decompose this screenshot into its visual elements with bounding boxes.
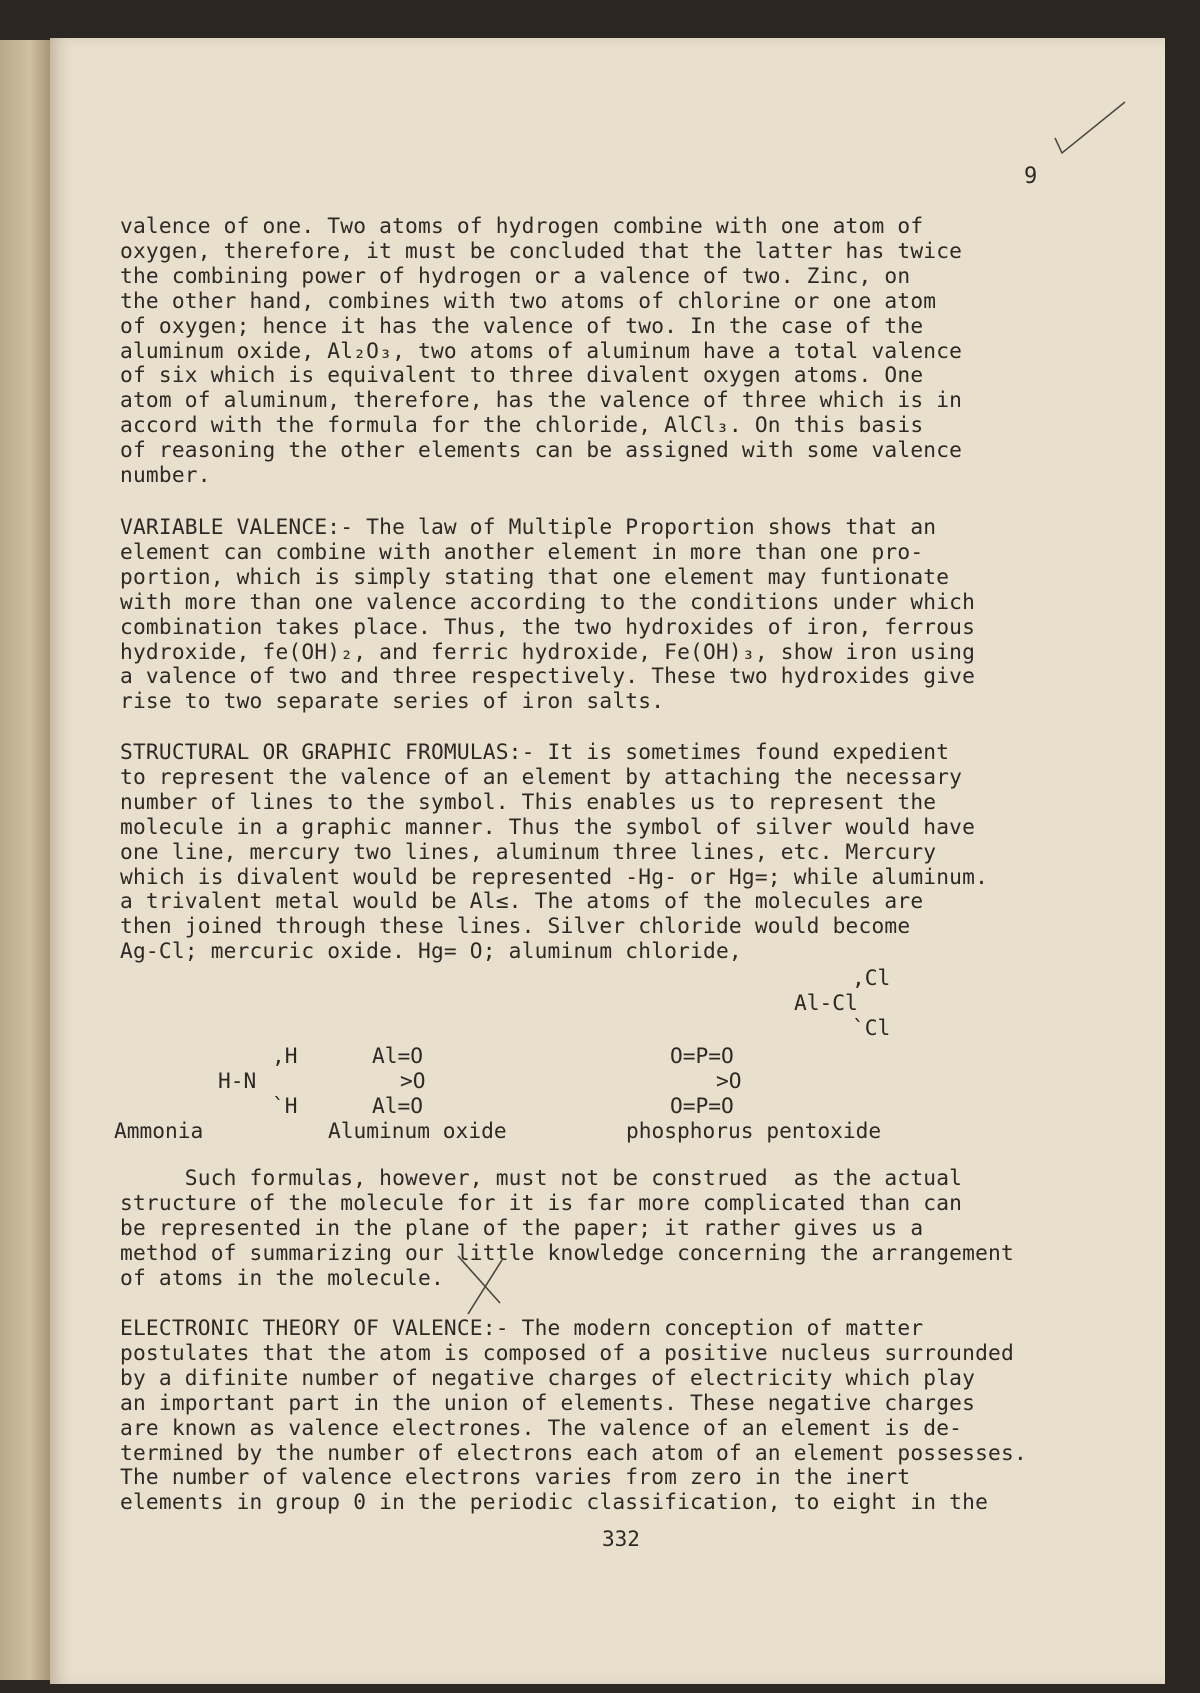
document-page xyxy=(50,38,1165,1684)
ammonia-line-3: `H xyxy=(272,1093,298,1118)
phosphorus-pentoxide-line-3: O=P=O xyxy=(670,1093,734,1118)
aluminum-oxide-line-1: Al=O xyxy=(372,1043,424,1068)
footer-page-number: 332 xyxy=(602,1527,640,1551)
pencil-checkmark-icon xyxy=(1050,98,1130,158)
aluminum-oxide-label: Aluminum oxide xyxy=(328,1118,507,1143)
structural-formulas-paragraph: STRUCTURAL OR GRAPHIC FROMULAS:- It is sometimes found expedient to represent the valence of an element by attaching the necessary number of lines to the symbol. This enables us to represent the molecule in a graphic manner. Thus the symbol of silver would have one line, mercury two lines, aluminum three lines, etc. Mercury which is divalent would be represented -Hg- or Hg=; while aluminum. a trivalent metal would be Al≤. The atoms of the molecules are then joined through these lines. Silver chloride would become Ag-Cl; mercuric oxide. Hg= O; aluminum chloride, xyxy=(120,739,989,964)
aluminum-oxide-line-3: Al=O xyxy=(372,1093,424,1118)
electronic-theory-paragraph: ELECTRONIC THEORY OF VALENCE:- The modern conception of matter postulates that the atom is composed of a positive nucleus surrounded by a difinite number of negative charges of electricity which play an important part in the union of elements. These negative charges are known as valence electrones. The valence of an element is de- termined by the number of electrons each atom of an element possesses. The number of valence electrons varies from zero in the inert elements in group 0 in the periodic classification, to eight in the xyxy=(120,1315,1027,1515)
valence-intro-paragraph: valence of one. Two atoms of hydrogen combine with one atom of oxygen, therefore, it must be concluded that the latter has twice the combining power of hydrogen or a valence of two. Zinc, on the other hand, combines with two atoms of chlorine or one atom of oxygen; hence it has the valence of two. In the case of the aluminum oxide, Al₂O₃, two atoms of aluminum have a total valence of six which is equivalent to three divalent oxygen atoms. One atom of aluminum, therefore, has the valence of three which is in accord with the formula for the chloride, AlCl₃. On this basis of reasoning the other elements can be assigned with some valence number. xyxy=(120,213,963,488)
phosphorus-pentoxide-label: phosphorus pentoxide xyxy=(626,1118,882,1143)
such-formulas-paragraph: Such formulas, however, must not be construed as the actual structure of the molecule for it is far more complicated than can be represented in the plane of the paper; it rather gives us a method of summarizing our little knowledge concerning the arrangement of atoms in the molecule. xyxy=(120,1165,1014,1290)
pencil-cross-mark-icon xyxy=(450,1248,510,1318)
ammonia-label: Ammonia xyxy=(114,1118,204,1143)
aluminum-chloride-line-3: `Cl xyxy=(852,1015,891,1040)
ammonia-line-2: H-N xyxy=(218,1068,257,1093)
aluminum-chloride-line-2: Al-Cl xyxy=(794,990,858,1015)
aluminum-chloride-line-1: ,Cl xyxy=(852,965,891,990)
variable-valence-paragraph: VARIABLE VALENCE:- The law of Multiple Proportion shows that an element can combine with another element in more than one pro- portion, which is simply stating that one element may funtionate with more than one valence according to the conditions under which combination takes place. Thus, the two hydroxides of iron, ferrous hydroxide, fe(OH)₂, and ferric hydroxide, Fe(OH)₃, show iron using a valence of two and three respectively. These two hydroxides give rise to two separate series of iron salts. xyxy=(120,514,976,714)
left-page-edge xyxy=(0,40,50,1680)
phosphorus-pentoxide-line-2: >O xyxy=(716,1068,742,1093)
phosphorus-pentoxide-line-1: O=P=O xyxy=(670,1043,734,1068)
aluminum-oxide-line-2: >O xyxy=(400,1068,426,1093)
ammonia-line-1: ,H xyxy=(272,1043,298,1068)
page-number: 9 xyxy=(1024,164,1038,189)
